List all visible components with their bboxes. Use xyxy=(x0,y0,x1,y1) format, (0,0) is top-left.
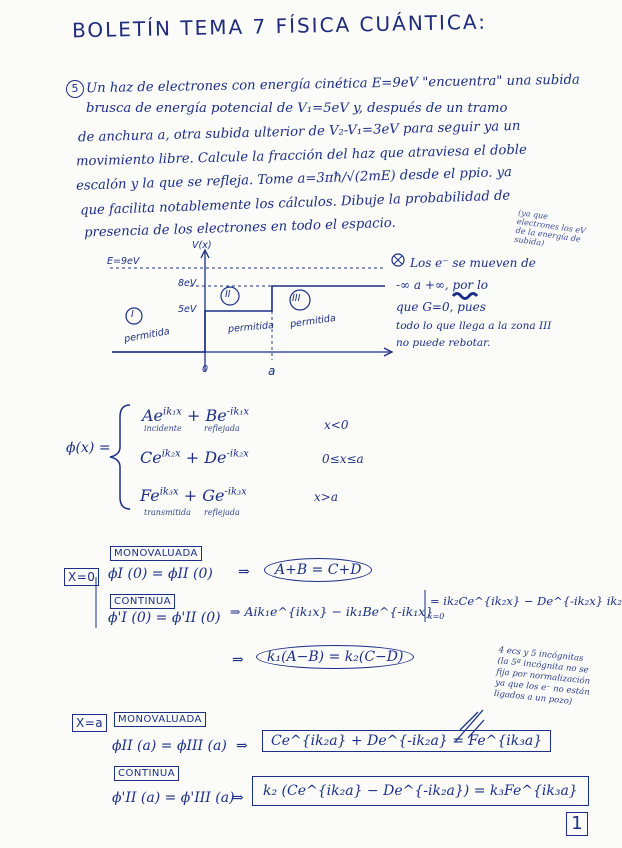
x-a-label: a xyxy=(268,364,276,378)
tag-reflected-3: reflejada xyxy=(204,508,240,517)
tag-reflected: reflejada xyxy=(204,424,240,433)
arrow-implies: ⇒ xyxy=(232,652,244,668)
arrow-implies: ⇒ xyxy=(238,564,250,580)
x-origin-label: 0 xyxy=(202,364,209,375)
problem-line: Un haz de electrones con energía cinética E=9eV "encuentra" una subida xyxy=(85,72,580,97)
bca-eq1-rhs: Ce^{ik₂a} + De^{-ik₂a} = Fe^{ik₃a} xyxy=(262,730,551,752)
exponent: ik₂x xyxy=(161,448,181,460)
level-high-label: 8eV xyxy=(178,278,197,289)
potential-profile xyxy=(112,286,385,352)
tag-incident: incidente xyxy=(144,424,182,433)
continua-label-0: CONTINUA xyxy=(110,594,175,609)
problem-line: que facilita notablemente los cálculos. Dibuje la probabilidad de xyxy=(79,187,511,218)
note-line: Los e⁻ se mueven de xyxy=(410,256,536,270)
exponent: -ik₃x xyxy=(224,486,247,498)
bc0-eq2-rhs: = ik₂Ce^{ik₂x} − De^{-ik₂x} ik₂ xyxy=(430,594,622,608)
note-line: -∞ a +∞, por lo xyxy=(396,278,489,292)
page-number: 1 xyxy=(566,812,588,836)
allowed-label-2: permitida xyxy=(227,320,275,335)
margin-note: 4 ecs y 5 incógnitas (la 5ª incógnita no se fija por normalización ya que los e⁻ no están ligados a un pozo) xyxy=(493,645,591,708)
bc0-eq2-lhs: ϕ'I (0) = ϕ'II (0) xyxy=(108,610,221,626)
term: + De xyxy=(185,448,227,467)
term: Fe xyxy=(140,486,160,505)
term: + Ge xyxy=(183,486,225,505)
term: Ae xyxy=(142,406,164,425)
bc0-eval-point: x=0 xyxy=(428,612,445,621)
level-mid-label: 5eV xyxy=(178,304,197,315)
problem-number-circle: 5 xyxy=(66,80,84,98)
region-1-label: I xyxy=(131,309,134,320)
exponent: -ik₁x xyxy=(226,406,250,418)
bc0-eq2-mid: ⇒ Aik₁e^{ik₁x} − ik₁Be^{-ik₁x} xyxy=(230,604,434,619)
side-note: (ya que electrones los eV de la energía de subida) xyxy=(513,208,587,248)
term: + Be xyxy=(187,406,227,425)
note-line: no puede rebotar. xyxy=(396,337,491,349)
exponent: ik₃x xyxy=(159,486,179,498)
exponent: ik₁x xyxy=(163,406,182,418)
problem-line: de anchura a, otra subida ulterior de V₂-V₁=3eV para seguir ya un xyxy=(77,118,521,146)
brace xyxy=(110,405,130,509)
note-line: todo lo que llega a la zona III xyxy=(396,320,552,332)
region-2-label: II xyxy=(225,289,231,300)
bca-eq2-lhs: ϕ'II (a) = ϕ'III (a) xyxy=(112,790,235,806)
region-3-label: III xyxy=(292,293,301,304)
bc0-eq1-lhs: ϕI (0) = ϕII (0) xyxy=(108,566,213,582)
cond-row-2: 0≤x≤a xyxy=(322,452,364,466)
monovaluada-label-a: MONOVALUADA xyxy=(114,712,206,727)
wave-row-1 xyxy=(142,406,249,425)
allowed-label-1: permitida xyxy=(123,326,171,345)
arrow-implies: ⇒ xyxy=(236,738,248,754)
exponent: -ik₂x xyxy=(226,448,249,460)
wave-row-3 xyxy=(140,486,247,505)
xa-label: X=a xyxy=(72,714,107,732)
problem-line: presencia de los electrones en todo el espacio. xyxy=(83,215,396,241)
arrow-implies: ⇒ xyxy=(232,790,244,806)
cond-row-3: x>a xyxy=(314,490,338,504)
tag-transmitted: transmitida xyxy=(144,508,191,517)
continua-label-a: CONTINUA xyxy=(114,766,179,781)
bca-eq2-rhs: k₂ (Ce^{ik₂a} − De^{-ik₂a}) = k₃Fe^{ik₃a} xyxy=(252,776,589,806)
note-line: que G=0, pues xyxy=(396,300,486,314)
monovaluada-label-0: MONOVALUADA xyxy=(110,546,202,561)
phi-label: ϕ(x) = xyxy=(66,440,111,456)
region-1-circle xyxy=(126,308,142,324)
note-block xyxy=(396,252,596,352)
page-title: BOLETÍN TEMA 7 FÍSICA CUÁNTICA: xyxy=(71,9,488,43)
x0-label: X=0 xyxy=(64,568,99,586)
bc0-eq3: k₁(A−B) = k₂(C−D) xyxy=(256,645,414,669)
y-axis-label: V(x) xyxy=(192,240,212,251)
wave-row-2 xyxy=(140,448,249,467)
problem-line: brusca de energía potencial de V₁=5eV y, después de un tramo xyxy=(86,100,508,116)
problem-line: escalón y la que se refleja. Tome a=3πħ/√(2mE) desde el ppio. ya xyxy=(75,165,513,194)
problem-line: movimiento libre. Calcule la fracción del haz que atraviesa el doble xyxy=(75,142,528,169)
bca-eq1-lhs: ϕII (a) = ϕIII (a) xyxy=(112,738,227,754)
energy-label: E=9eV xyxy=(107,256,140,267)
allowed-label-3: permitida xyxy=(289,312,337,331)
cond-row-1: x<0 xyxy=(324,418,349,432)
term: Ce xyxy=(140,448,162,467)
bc0-eq1-rhs: A+B = C+D xyxy=(264,558,372,582)
